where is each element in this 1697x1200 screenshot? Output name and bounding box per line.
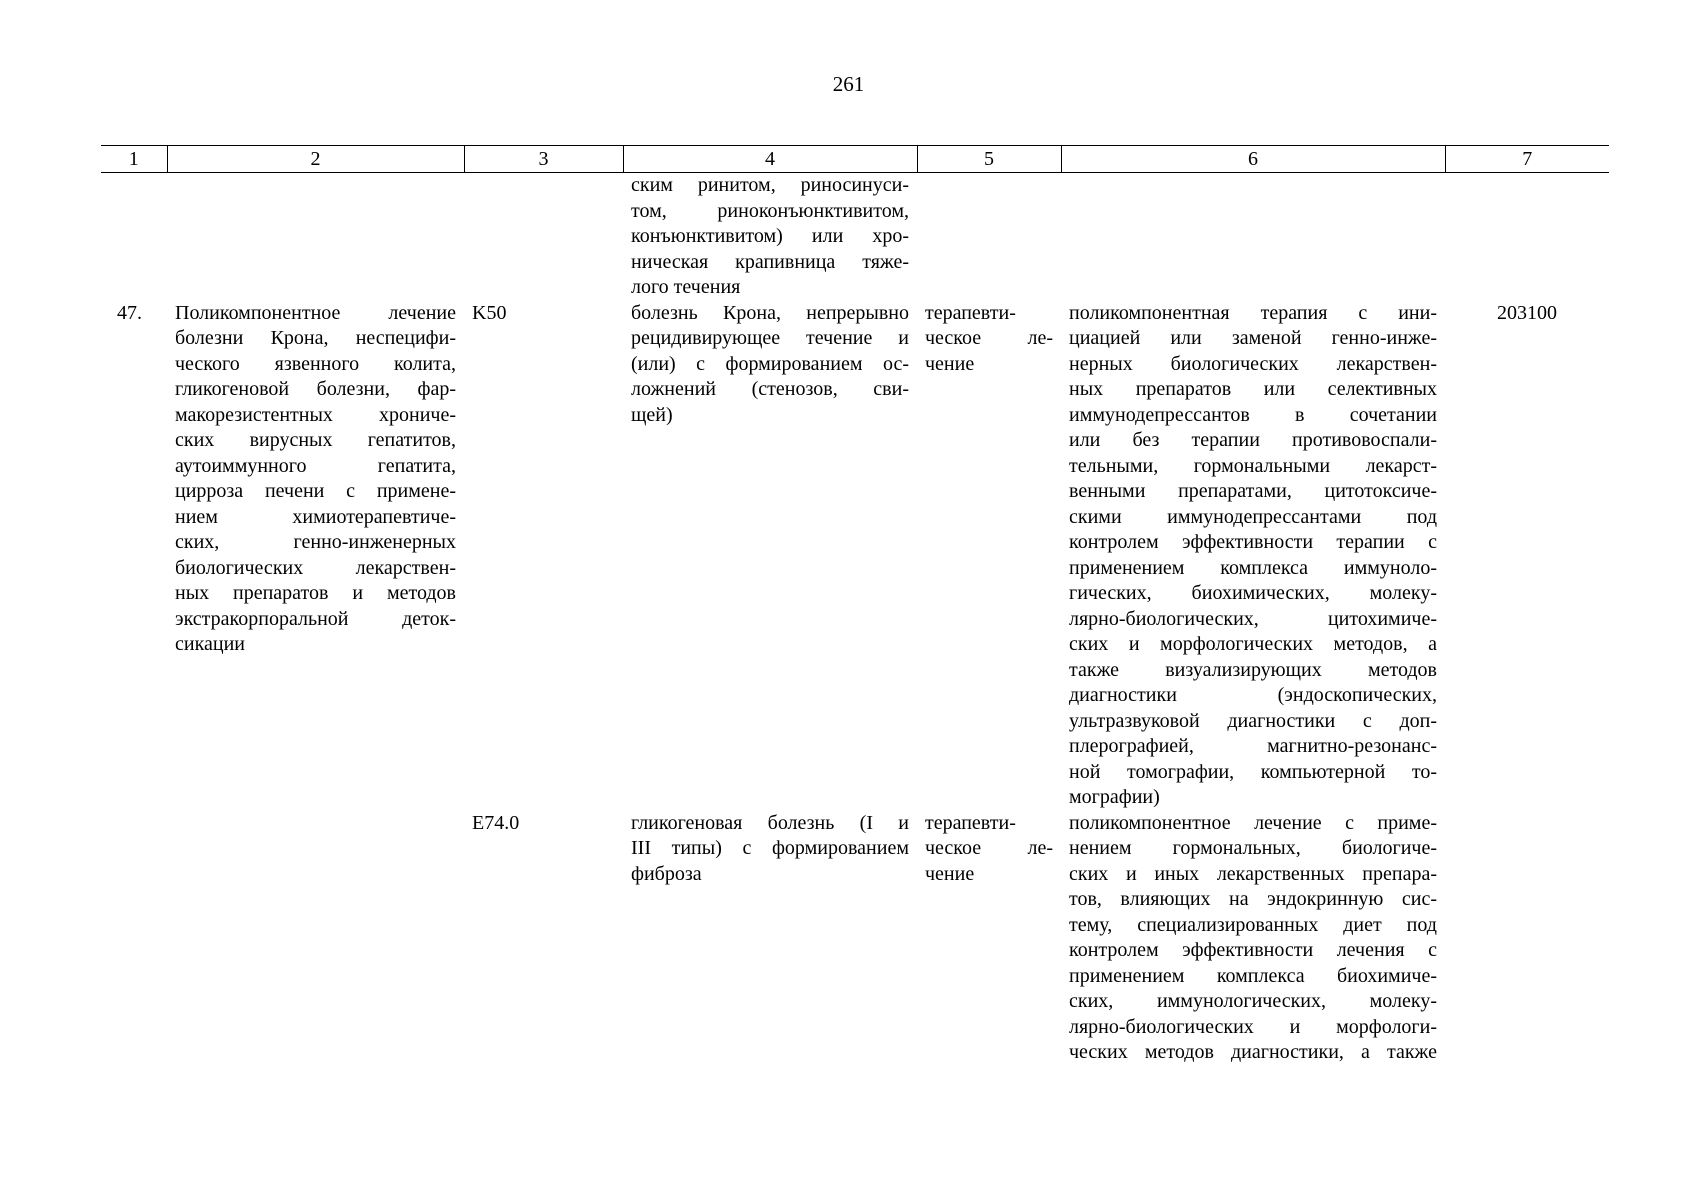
text-line: экстракорпоральной деток- [175, 607, 456, 630]
text-line: ским ринитом, риносинуси- [631, 174, 909, 196]
text-line: ческое ле- [925, 837, 1053, 859]
text-line: скими иммунодепрессантами под [1069, 505, 1437, 528]
text-line: терапевти- [925, 811, 1016, 834]
text-line: рецидивирующее течение и [631, 327, 909, 349]
text-line: применением комплекса иммуноло- [1069, 556, 1437, 579]
text-line: фиброза [631, 862, 702, 885]
table-row-47-k50 [101, 301, 1609, 811]
column-header-6: 6 [1061, 146, 1445, 173]
disease-model [623, 811, 917, 1066]
text-line: также визуализирующих методов [1069, 658, 1437, 681]
icd-code: K50 [472, 301, 507, 324]
text-line: ультразвуковой диагностики с доп- [1069, 709, 1437, 732]
continuation-disease-model [623, 173, 917, 301]
text-line: ническая крапивница тяже- [631, 250, 909, 273]
text-line: щей) [631, 403, 673, 426]
text-line: ных препаратов и методов [175, 582, 456, 604]
text-line: диагностики (эндоскопических, [1069, 684, 1437, 706]
text-line: том, риноконъюнктивитом, [631, 199, 909, 222]
text-line: гических, биохимических, молеку- [1069, 582, 1437, 604]
text-line: нением гормональных, биологиче- [1069, 837, 1437, 859]
text-line: ских вирусных гепатитов, [175, 429, 456, 451]
text-line: контролем эффективности лечения с [1069, 939, 1437, 961]
page-number: 261 [832, 72, 865, 96]
text-line: применением комплекса биохимиче- [1069, 964, 1437, 987]
text-line: биологических лекарствен- [175, 556, 456, 579]
text-line: аутоиммунного гепатита, [175, 454, 456, 477]
text-line: макорезистентных хрониче- [175, 403, 456, 426]
text-line: ческого язвенного колита, [175, 352, 456, 375]
text-line: III типы) с формированием [631, 837, 909, 859]
text-line: ских, иммунологических, молеку- [1069, 990, 1437, 1012]
column-header-2: 2 [167, 146, 464, 173]
text-line: поликомпонентное лечение с приме- [1069, 811, 1437, 834]
text-line: ских и морфологических методов, а [1069, 633, 1437, 655]
column-number-row [101, 146, 1609, 173]
treatment-method [1061, 811, 1445, 1066]
text-line: тему, специализированных диет под [1069, 913, 1437, 936]
text-line: ческих методов диагностики, а также [1069, 1041, 1437, 1063]
text-line: (или) с формированием ос- [631, 352, 909, 375]
text-line: плерографией, магнитно-резонанс- [1069, 735, 1437, 757]
text-line: лярно-биологических, цитохимиче- [1069, 607, 1437, 630]
standard-cost: 203100 [1497, 301, 1557, 324]
text-line: болезнь Крона, непрерывно [631, 301, 909, 324]
column-header-7: 7 [1445, 146, 1609, 173]
text-line: венными препаратами, цитотоксиче- [1069, 480, 1437, 502]
text-line: или без терапии противовоспали- [1069, 429, 1437, 451]
text-line: мографии) [1069, 786, 1160, 808]
text-line: Поликомпонентное лечение [175, 301, 456, 324]
care-type-name [167, 301, 464, 1066]
text-line: нерных биологических лекарствен- [1069, 352, 1437, 375]
text-line: гликогеновой болезни, фар- [175, 378, 456, 400]
medical-care-table [101, 145, 1609, 1066]
column-header-4: 4 [623, 146, 917, 173]
text-line: конъюнктивитом) или хро- [631, 225, 909, 247]
text-line: ческое ле- [925, 327, 1053, 349]
text-line: гликогеновая болезнь (I и [631, 811, 909, 834]
text-line: чение [925, 862, 975, 885]
treatment-type [917, 811, 1061, 1066]
text-line: нием химиотерапевтиче- [175, 505, 456, 528]
text-line: тельными, гормональными лекарст- [1069, 454, 1437, 477]
icd-code: E74.0 [472, 811, 520, 834]
text-line: ложнений (стенозов, сви- [631, 378, 909, 400]
treatment-type [917, 301, 1061, 811]
text-line: цирроза печени с примене- [175, 480, 456, 502]
text-line: ских, генно-инженерных [175, 531, 456, 553]
text-line: лого течения [631, 276, 741, 298]
text-line: иммунодепрессантов в сочетании [1069, 403, 1437, 426]
column-header-5: 5 [917, 146, 1061, 173]
row-number-text: 47. [117, 301, 142, 324]
text-line: тов, влияющих на эндокринную сис- [1069, 888, 1437, 910]
text-line: контролем эффективности терапии с [1069, 531, 1437, 553]
text-line: терапевти- [925, 301, 1016, 324]
text-line: сикации [175, 633, 245, 655]
column-header-1: 1 [101, 146, 167, 173]
text-line: лярно-биологических и морфологи- [1069, 1015, 1437, 1038]
text-line: болезни Крона, неспецифи- [175, 327, 456, 349]
disease-model [623, 301, 917, 811]
text-line: ной томографии, компьютерной то- [1069, 760, 1437, 783]
text-line: поликомпонентная терапия с ини- [1069, 301, 1437, 324]
treatment-method [1061, 301, 1445, 811]
column-header-3: 3 [464, 146, 623, 173]
row-number [101, 301, 167, 811]
text-line: ных препаратов или селективных [1069, 378, 1437, 400]
continuation-row [101, 173, 1609, 301]
text-line: циацией или заменой генно-инже- [1069, 327, 1437, 349]
text-line: ских и иных лекарственных препара- [1069, 862, 1437, 885]
text-line: чение [925, 352, 975, 375]
